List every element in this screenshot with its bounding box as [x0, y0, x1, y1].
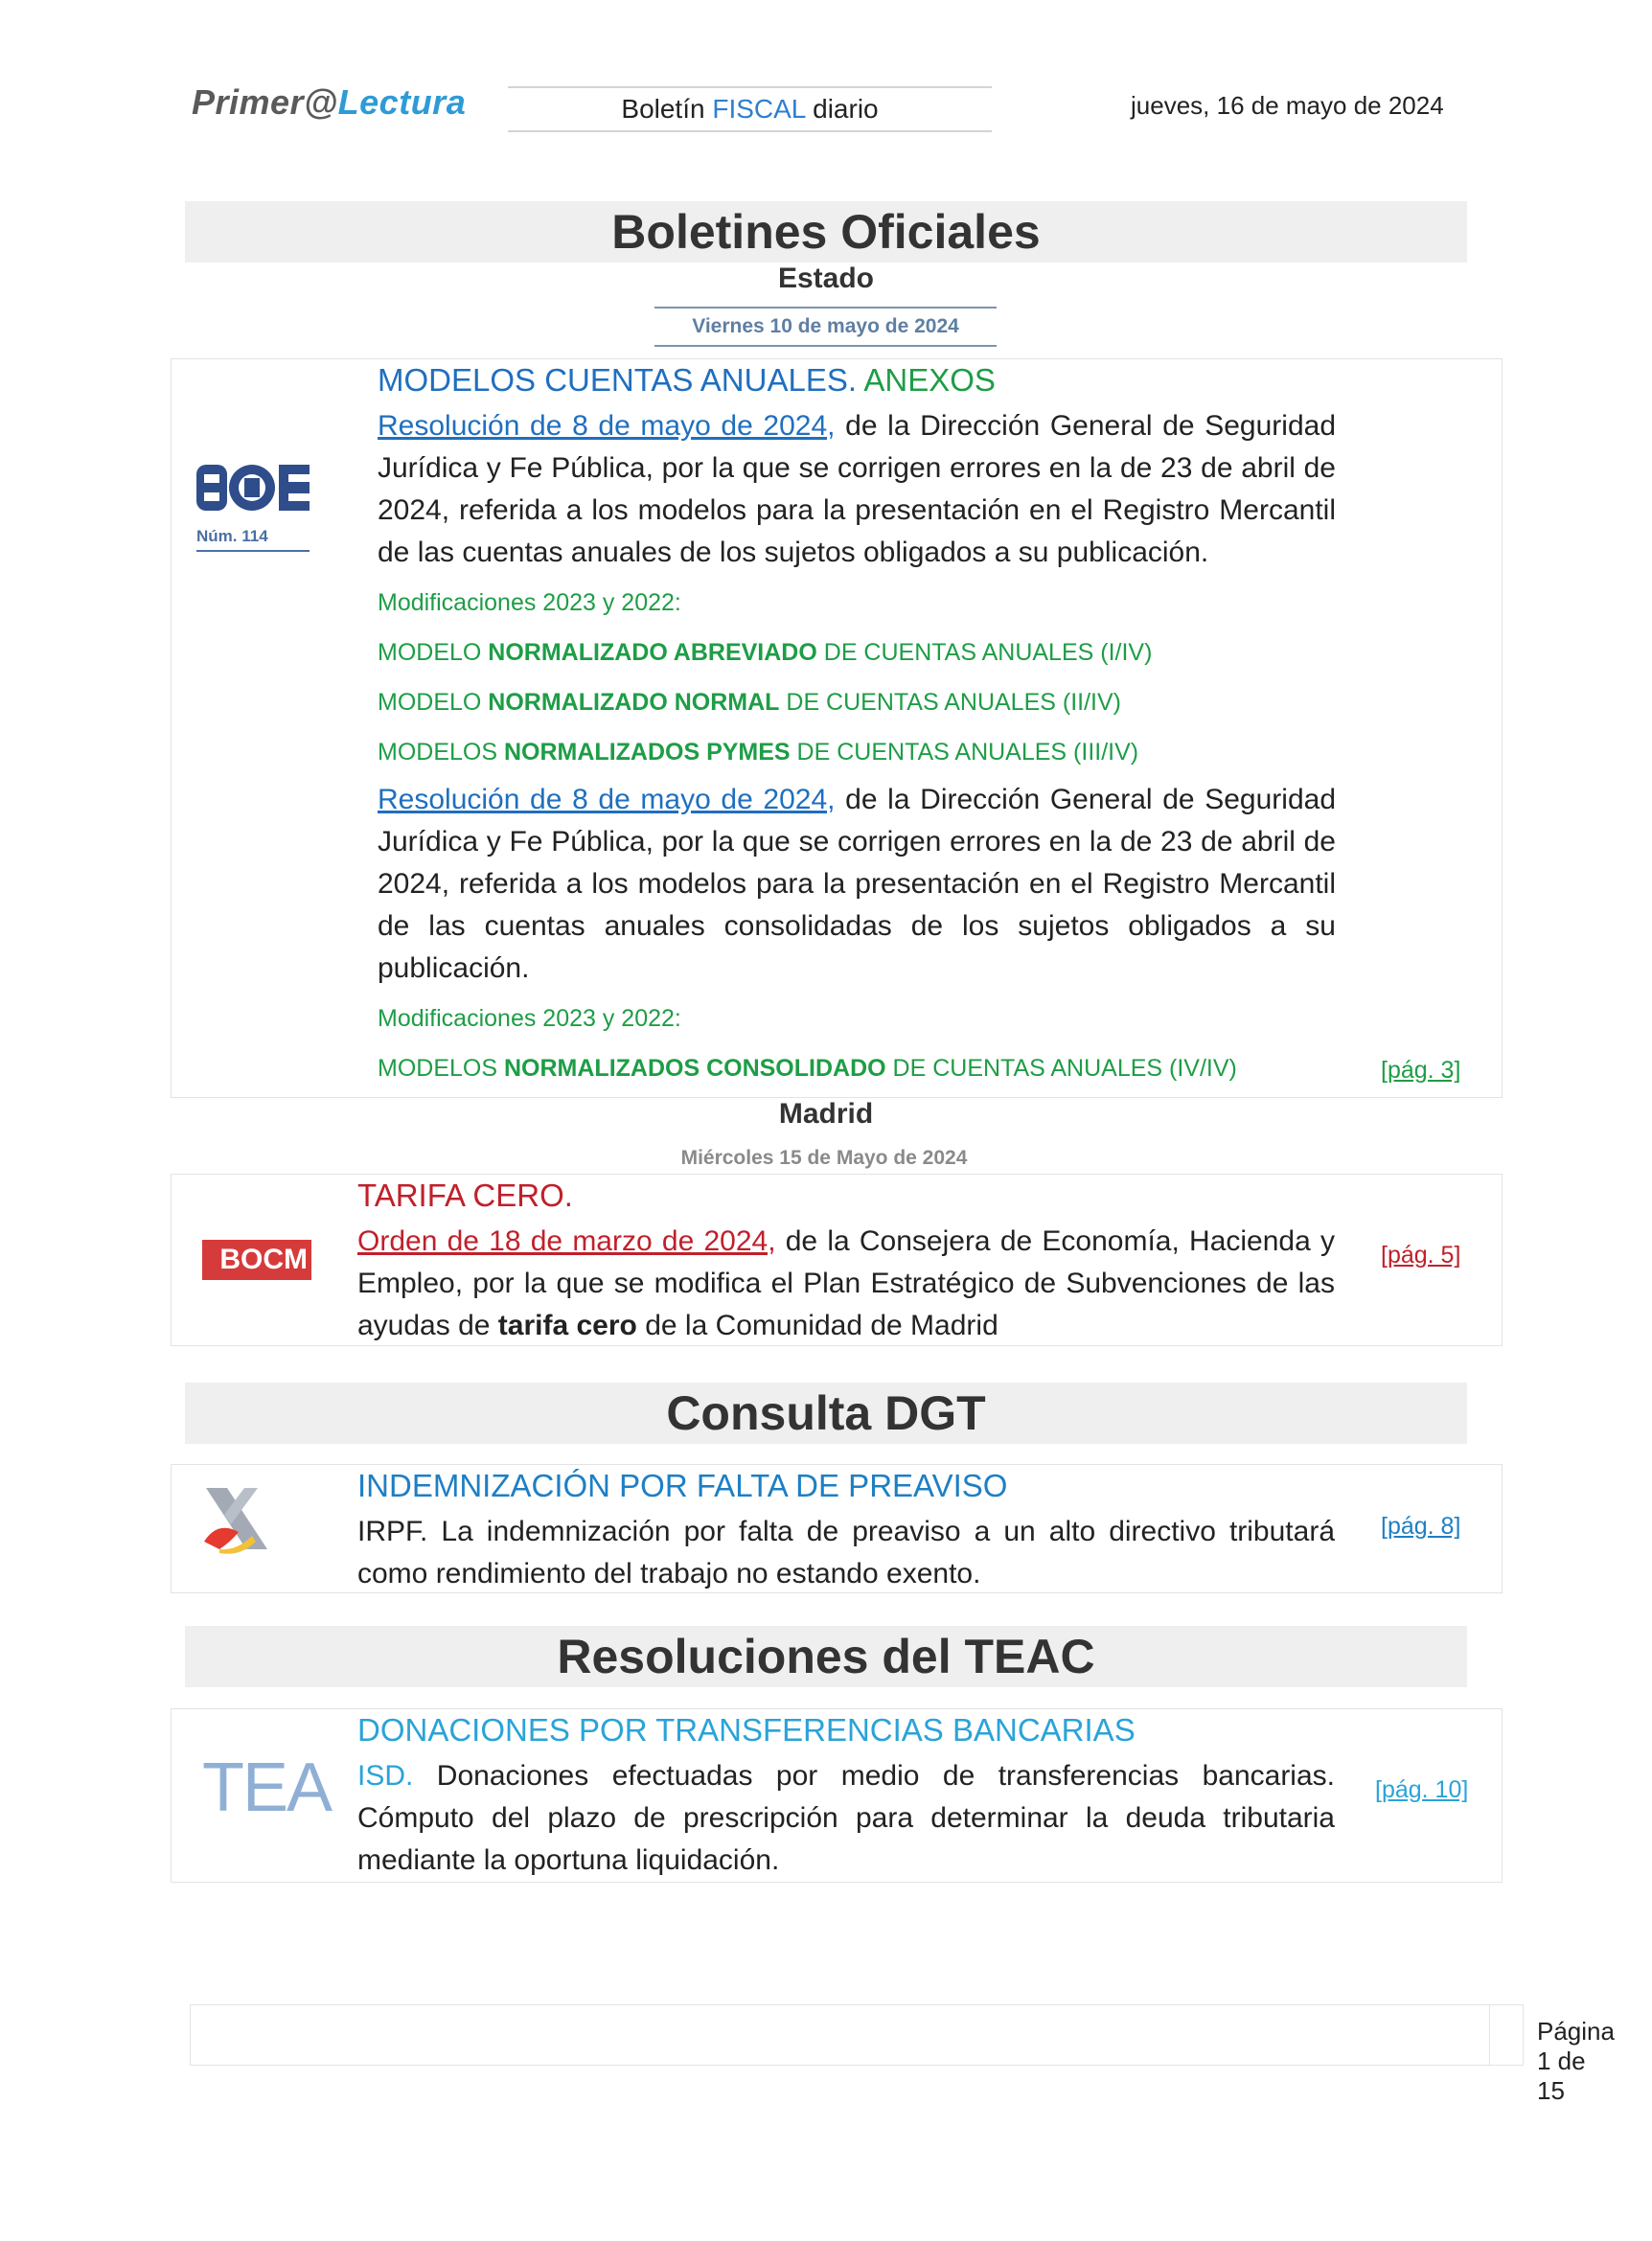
footer-page-number: Página 1 de 15	[1537, 2017, 1615, 2105]
boe-resolution-1-link[interactable]: Resolución de 8 de mayo de 2024,	[378, 410, 836, 442]
entry-boe	[171, 358, 1503, 1098]
boe-resolution-1	[378, 405, 1336, 574]
boe-mod-heading-1: Modificaciones 2023 y 2022:	[378, 589, 681, 616]
footer-divider	[1489, 2005, 1490, 2065]
bocm-page-link[interactable]: [pág. 5]	[1381, 1242, 1461, 1269]
boe-number: Núm. 114	[196, 527, 310, 552]
teac-page-link[interactable]: [pág. 10]	[1375, 1776, 1469, 1803]
bocm-topic: TARIFA CERO.	[357, 1178, 573, 1213]
boe-topic-blue: MODELOS CUENTAS ANUALES.	[378, 362, 858, 398]
subheading-estado: Estado	[777, 263, 875, 294]
teac-lead: ISD.	[357, 1760, 414, 1792]
boe-content	[378, 359, 1336, 1093]
brand-part1: Primer@	[192, 82, 338, 122]
teac-text: ISD. Donaciones efectuadas por medio de transferencias bancarias. Cómputo del plazo de prescripción para determinar la deuda tributaria mediante la oportuna liquidación.	[357, 1760, 1335, 1876]
bocm-logo-text: BOCM	[219, 1244, 308, 1275]
bocm-logo	[202, 1240, 311, 1280]
boe-topic	[378, 359, 1336, 401]
boe-resolution-2-link[interactable]: Resolución de 8 de mayo de 2024,	[378, 784, 836, 815]
aeat-logo	[198, 1482, 275, 1560]
brand-logo	[192, 82, 466, 123]
boe-topic-green: ANEXOS	[857, 362, 996, 398]
section-title-teac: Resoluciones del TEAC	[185, 1626, 1467, 1687]
boe-modelos-consolidado: MODELOS NORMALIZADOS CONSOLIDADO DE CUENTAS ANUALES (IV/IV)	[378, 1055, 1237, 1082]
bocm-order: Orden de 18 de marzo de 2024, de la Consejera de Economía, Hacienda y Empleo, por la que se modifica el Plan Estratégico de Subvenciones de las ayudas de tarifa cero de la Comunidad de Madrid	[357, 1225, 1335, 1341]
boe-resolution-1-text: de la Dirección General de Seguridad Jurídica y Fe Pública, por la que se corrigen errores en la de 23 de abril de 2024, referida a los modelos para la presentación en el Registro Mercantil de las cuentas anuales de los sujetos obligados a su publicación.	[378, 410, 1337, 568]
boe-emblem-icon	[196, 463, 310, 513]
dgt-page-link[interactable]: [pág. 8]	[1381, 1513, 1461, 1540]
bulletin-title	[508, 86, 992, 132]
entry-bocm	[171, 1174, 1503, 1346]
dgt-content	[357, 1465, 1335, 1595]
date-estado: Viernes 10 de mayo de 2024	[654, 307, 997, 347]
footer	[190, 2004, 1615, 2105]
boe-modelo-normal: MODELO NORMALIZADO NORMAL DE CUENTAS ANUALES (II/IV)	[378, 689, 1121, 716]
section-title-boletines: Boletines Oficiales	[185, 201, 1467, 263]
bulletin-pre: Boletín	[621, 94, 713, 124]
boe-modelos-pymes: MODELOS NORMALIZADOS PYMES DE CUENTAS ANUALES (III/IV)	[378, 739, 1139, 766]
subheading-madrid: Madrid	[778, 1098, 874, 1130]
boe-resolution-2-text: de la Dirección General de Seguridad Jurídica y Fe Pública, por la que se corrigen errores en la de 23 de abril de 2024, referida a los modelos para la presentación en el Registro Mercantil de las cuentas anuales consolidadas de los sujetos obligados a su publicación.	[378, 784, 1337, 984]
aeat-emblem-icon	[198, 1482, 275, 1555]
teac-topic: DONACIONES POR TRANSFERENCIAS BANCARIAS	[357, 1712, 1136, 1748]
bulletin-post: diario	[805, 94, 879, 124]
entry-dgt	[171, 1464, 1503, 1593]
bulletin-fiscal: FISCAL	[712, 94, 806, 124]
entry-teac	[171, 1708, 1503, 1883]
header-date: jueves, 16 de mayo de 2024	[1131, 91, 1444, 120]
teac-content	[357, 1709, 1335, 1882]
boe-page-link[interactable]: [pág. 3]	[1381, 1057, 1461, 1084]
boe-resolution-2	[378, 779, 1336, 990]
tea-logo	[202, 1749, 331, 1826]
dgt-text: IRPF. La indemnización por falta de preaviso a un alto directivo tributará como rendimiento del trabajo no estando exento.	[357, 1516, 1335, 1589]
tea-logo-text: TEA	[202, 1749, 332, 1826]
dgt-topic: INDEMNIZACIÓN POR FALTA DE PREAVISO	[357, 1468, 1008, 1503]
bocm-order-link[interactable]: Orden de 18 de marzo de 2024,	[357, 1225, 776, 1257]
section-title-consulta: Consulta DGT	[185, 1383, 1467, 1444]
date-madrid: Miércoles 15 de Mayo de 2024	[680, 1147, 968, 1169]
bocm-content	[357, 1175, 1335, 1347]
boe-mod-heading-2: Modificaciones 2023 y 2022:	[378, 1005, 681, 1032]
brand-part2: Lectura	[337, 82, 467, 122]
boe-modelo-abreviado: MODELO NORMALIZADO ABREVIADO DE CUENTAS ANUALES (I/IV)	[378, 639, 1153, 666]
boe-logo	[196, 463, 310, 552]
